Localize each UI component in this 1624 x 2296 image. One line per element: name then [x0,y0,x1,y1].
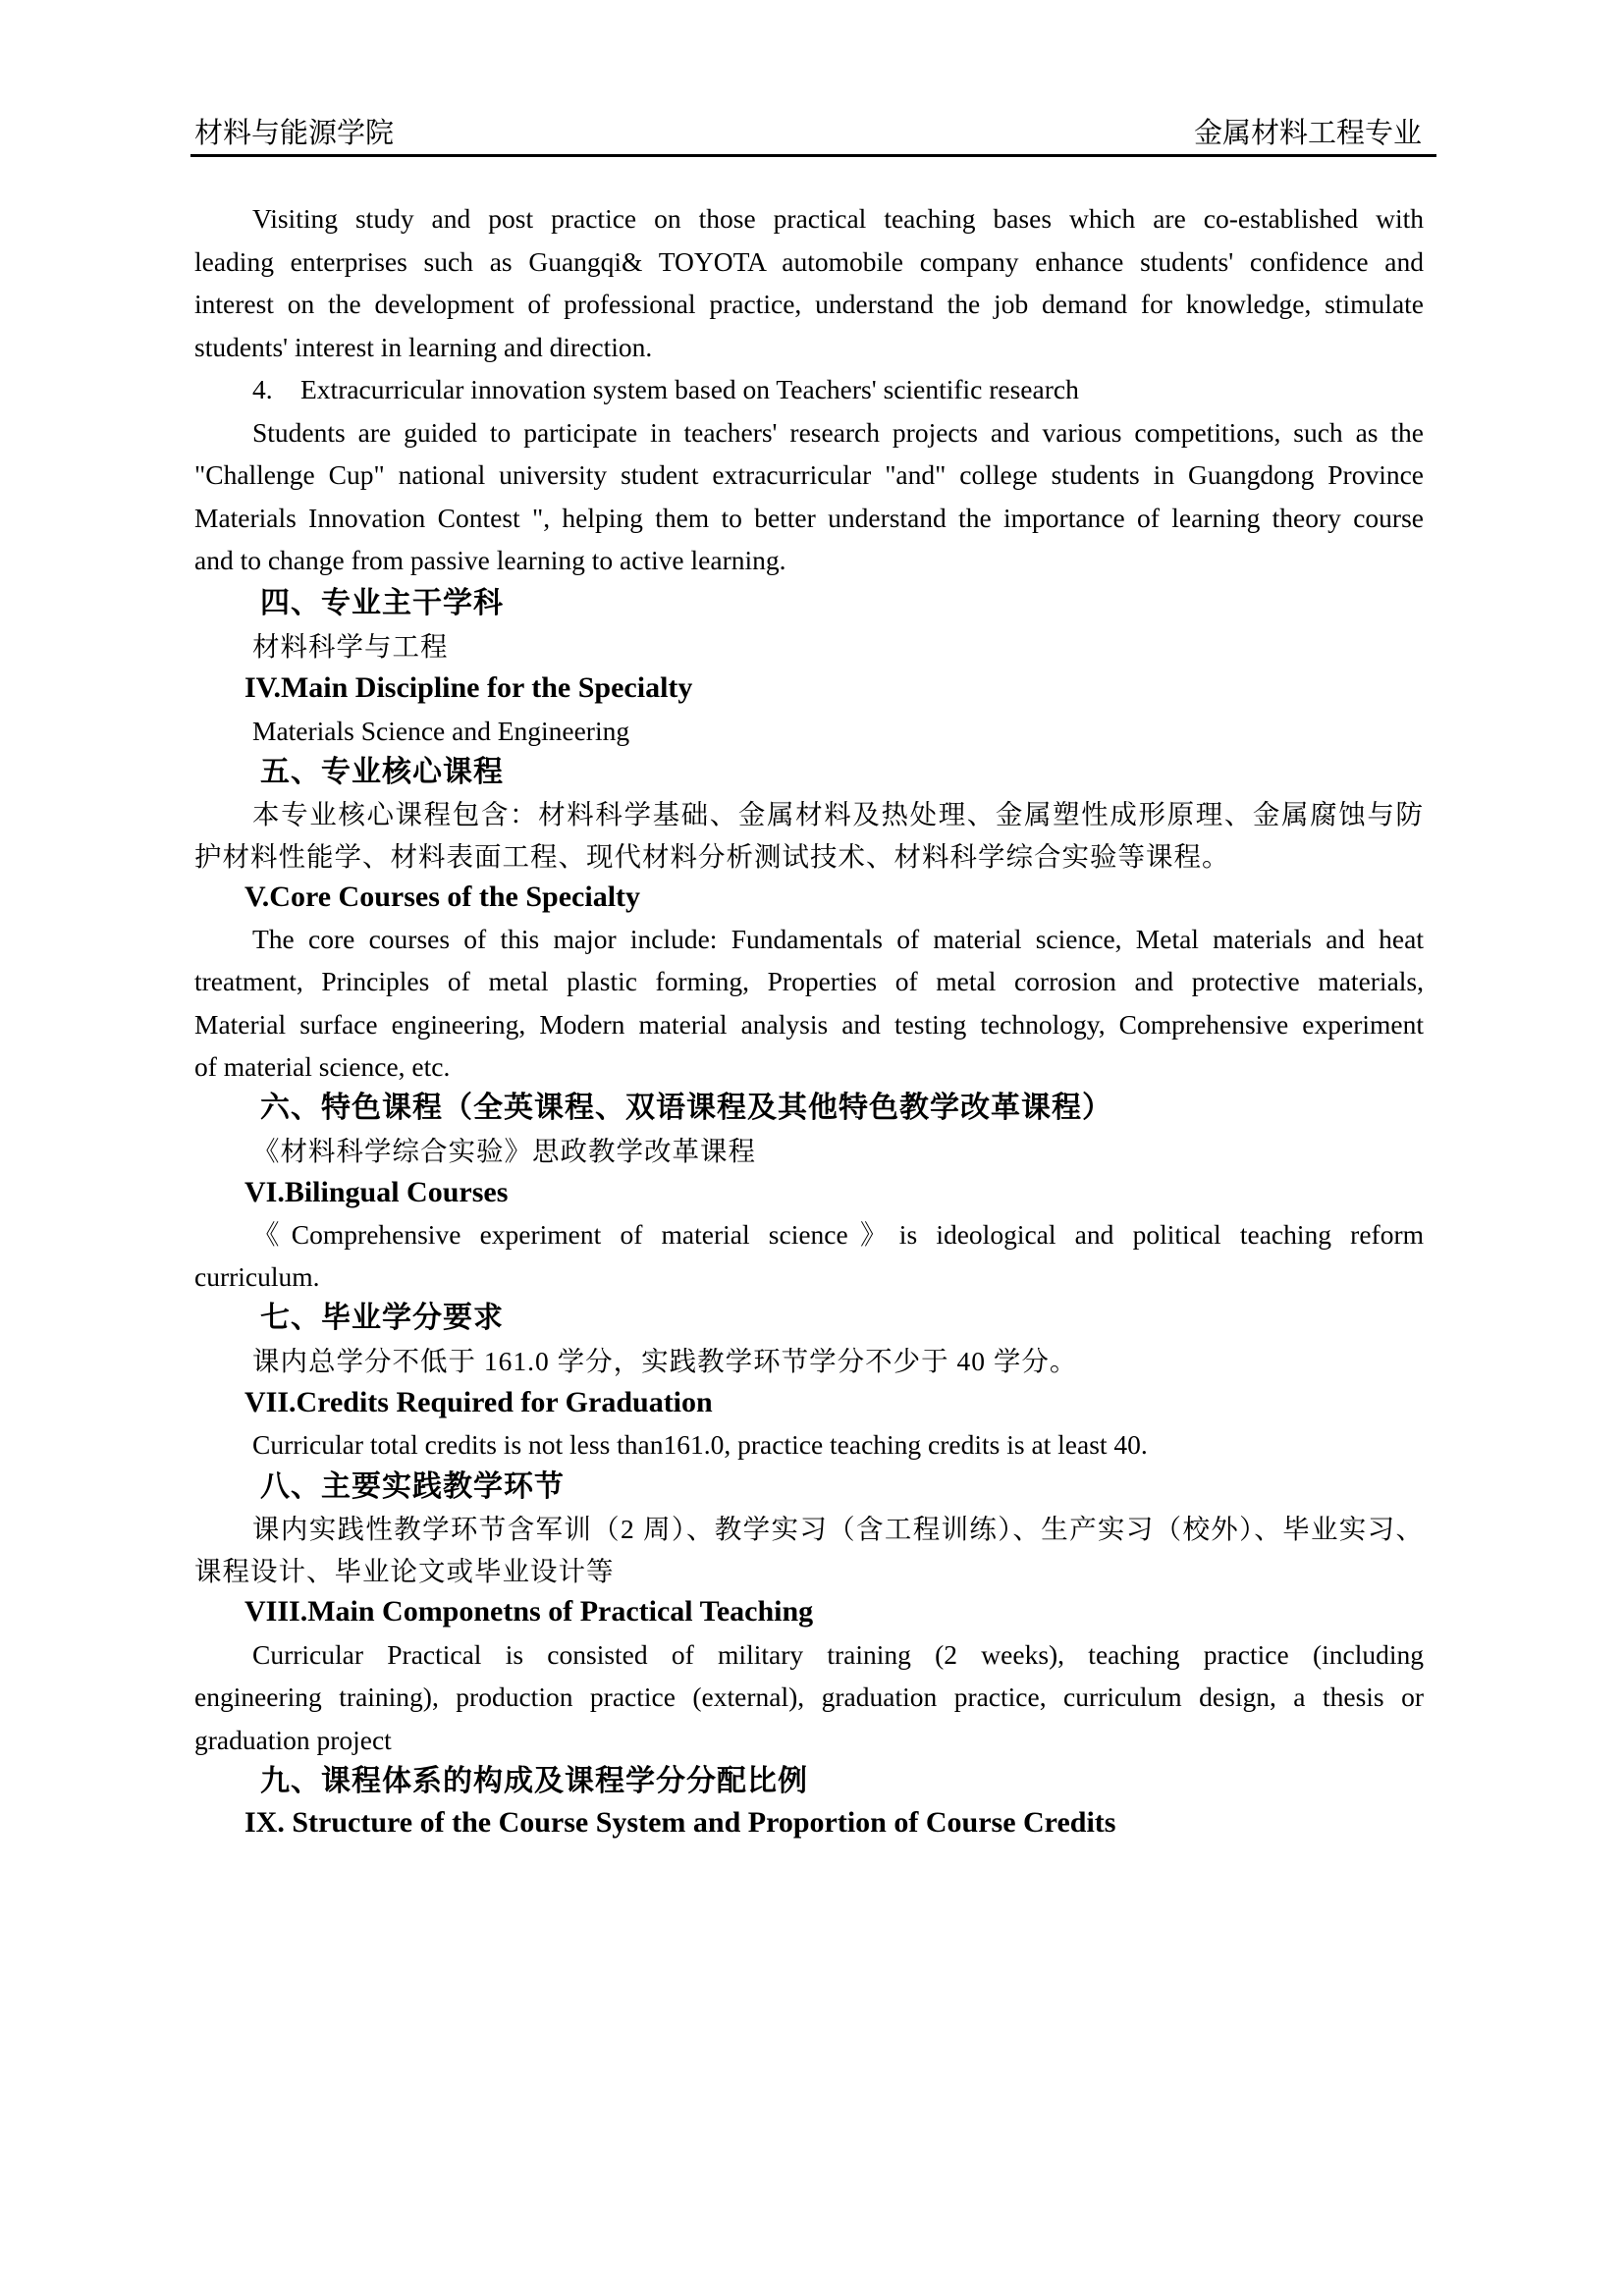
text-line: 护材料性能学、材料表面工程、现代材料分析测试技术、材料科学综合实验等课程。 [194,841,1230,872]
section-body-en: Materials Science and Engineering [252,716,630,746]
section-body-cn: 《材料科学综合实验》思政教学改革课程 [252,1136,756,1166]
section-heading-cn: 五、专业核心课程 [260,755,504,789]
section-heading-en: VIII.Main Componetns of Practical Teaching [244,1595,814,1628]
text-line: 本专业核心课程包含：材料科学基础、金属材料及热处理、金属塑性成形原理、金属腐蚀与防 [252,799,1424,829]
section-heading-cn: 八、主要实践教学环节 [260,1469,565,1504]
text-line: graduation project [194,1725,392,1755]
text-line: Materials Innovation Contest ", helping them to better understand the importance of learning theory course [194,503,1424,533]
text-line: curriculum. [194,1261,320,1292]
text-line: leading enterprises such as Guangqi& TOYOTA automobile company enhance students' confidence and [194,246,1424,277]
section-heading-cn: 六、特色课程（全英课程、双语课程及其他特色教学改革课程） [260,1091,1112,1125]
text-line: "Challenge Cup" national university student extracurricular "and" college students in Guangdong Province [194,459,1424,490]
text-line: engineering training), production practice (external), graduation practice, curriculum design, a thesis or [194,1682,1424,1712]
section-heading-cn: 九、课程体系的构成及课程学分分配比例 [260,1764,808,1798]
text-line: and to change from passive learning to active learning. [194,545,786,575]
text-line: interest on the development of professional practice, understand the job demand for knowledge, stimulate [194,289,1424,319]
text-line: of material science, etc. [194,1051,451,1082]
text-line: 课程设计、毕业论文或毕业设计等 [194,1556,615,1586]
text-line: 《Comprehensive experiment of material science》is ideological and political teaching reform [252,1219,1424,1250]
text-line: students' interest in learning and direction. [194,332,653,362]
header-major-name: 金属材料工程专业 [1193,118,1422,149]
section-heading-cn: 七、毕业学分要求 [260,1301,504,1335]
text-line: Students are guided to participate in teachers' research projects and various competitions, such as the [252,417,1424,448]
section-heading-en: VII.Credits Required for Graduation [244,1386,713,1418]
text-line: Curricular Practical is consisted of military training (2 weeks), teaching practice (including [252,1639,1424,1670]
header-school-name: 材料与能源学院 [194,118,395,149]
section-body-cn: 材料科学与工程 [252,631,449,662]
section-heading-en: IV.Main Discipline for the Specialty [244,671,693,704]
text-line: Material surface engineering, Modern material analysis and testing technology, Comprehensive experiment [194,1009,1424,1040]
text-line: Visiting study and post practice on those practical teaching bases which are co-established with [252,203,1424,234]
list-number: 4. [252,374,273,404]
section-heading-en: VI.Bilingual Courses [244,1176,509,1208]
text-line: 课内实践性教学环节含军训（2 周）、教学实习（含工程训练）、生产实习（校外）、毕业实习、 [252,1514,1424,1544]
section-heading-cn: 四、专业主干学科 [260,586,504,620]
section-body-en: Curricular total credits is not less than161.0, practice teaching credits is at least 40. [252,1429,1148,1460]
list-item-title: Extracurricular innovation system based on Teachers' scientific research [300,374,1079,404]
section-heading-en: V.Core Courses of the Specialty [244,881,641,913]
section-heading-en: IX. Structure of the Course System and Proportion of Course Credits [244,1806,1116,1839]
header-divider [190,154,1436,157]
text-line: The core courses of this major include: Fundamentals of material science, Metal materials and heat [252,924,1424,954]
section-body-cn: 课内总学分不低于 161.0 学分，实践教学环节学分不少于 40 学分。 [252,1346,1078,1376]
text-line: treatment, Principles of metal plastic forming, Properties of metal corrosion and protective materials, [194,966,1424,996]
